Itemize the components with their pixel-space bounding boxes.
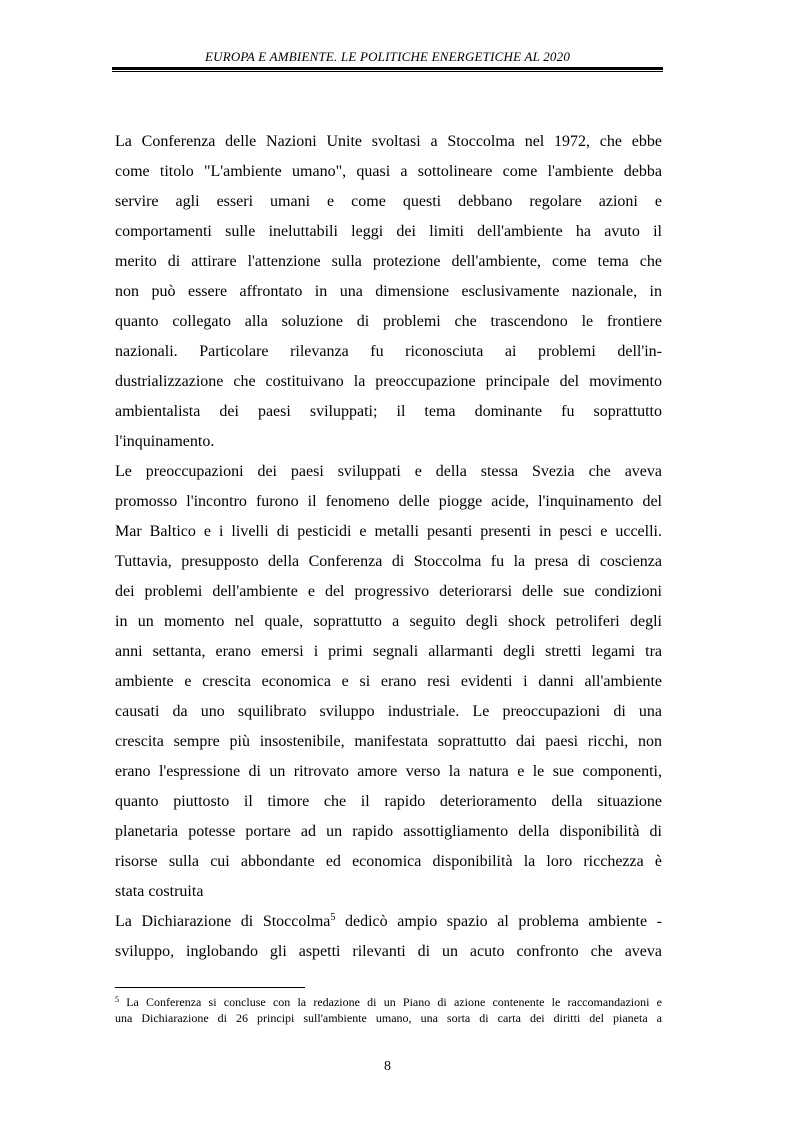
body-text (115, 127, 662, 967)
body-line: planetaria potesse portare ad un rapido assottigliamento della disponibilità di (115, 823, 662, 840)
body-line-text: La Dichiarazione di Stoccolma (115, 913, 331, 930)
body-line: promosso l'incontro furono il fenomeno delle piogge acide, l'inquinamento del (115, 493, 662, 510)
body-line: ambientalista dei paesi sviluppati; il tema dominante fu soprattutto (115, 403, 662, 420)
footnote (115, 994, 662, 1026)
body-line: Tuttavia, presupposto della Conferenza di Stoccolma fu la presa di coscienza (115, 553, 662, 570)
running-header: EUROPA E AMBIENTE. LE POLITICHE ENERGETICHE AL 2020 (204, 49, 571, 64)
footnote-text: La Conferenza si concluse con la redazione di un Piano di azione contenente le raccomandazioni e (119, 995, 662, 1009)
body-line: dustrializzazione che costituivano la preoccupazione principale del movimento (115, 373, 662, 390)
header-rule-thick (112, 67, 663, 70)
body-line: come titolo "L'ambiente umano", quasi a sottolineare come l'ambiente debba (115, 163, 662, 180)
body-line: erano l'espressione di un ritrovato amore verso la natura e le sue componenti, (115, 763, 662, 780)
body-line: dei problemi dell'ambiente e del progressivo deteriorarsi delle sue condizioni (115, 583, 662, 600)
body-line: in un momento nel quale, soprattutto a seguito degli shock petroliferi degli (115, 613, 662, 630)
body-line: crescita sempre più insostenibile, manifestata soprattutto dai paesi ricchi, non (115, 733, 662, 750)
footnote-line (115, 994, 662, 1010)
body-line-text: dedicò ampio spazio al problema ambiente - (335, 913, 662, 930)
page-number: 8 (384, 1059, 391, 1074)
body-line: causati da uno squilibrato sviluppo industriale. Le preoccupazioni di una (115, 703, 662, 720)
body-line: quanto piuttosto il timore che il rapido deterioramento della situazione (115, 793, 662, 810)
footnote-separator (115, 987, 305, 988)
footnote-line: una Dichiarazione di 26 principi sull'ambiente umano, una sorta di carta dei diritti del pianeta a (115, 1011, 662, 1025)
body-line: ambiente e crescita economica e si erano resi evidenti i danni all'ambiente (115, 673, 662, 690)
body-line: non può essere affrontato in una dimensione esclusivamente nazionale, in (115, 283, 662, 300)
body-line: Le preoccupazioni dei paesi sviluppati e della stessa Svezia che aveva (115, 463, 662, 480)
body-line: La Conferenza delle Nazioni Unite svoltasi a Stoccolma nel 1972, che ebbe (115, 133, 662, 150)
body-line: quanto collegato alla soluzione di problemi che trascendono le frontiere (115, 313, 662, 330)
body-line: anni settanta, erano emersi i primi segnali allarmanti degli stretti legami tra (115, 643, 662, 660)
body-line: nazionali. Particolare rilevanza fu riconosciuta ai problemi dell'in- (115, 343, 662, 360)
body-line: risorse sulla cui abbondante ed economica disponibilità la loro ricchezza è (115, 853, 662, 870)
header-rule-thin (112, 71, 663, 72)
body-line: merito di attirare l'attenzione sulla protezione dell'ambiente, come tema che (115, 253, 662, 270)
body-line: servire agli esseri umani e come questi debbano regolare azioni e (115, 193, 662, 210)
body-line: sviluppo, inglobando gli aspetti rilevanti di un acuto confronto che aveva (115, 943, 662, 960)
footnote-reference[interactable]: 5 (330, 912, 336, 923)
body-line: l'inquinamento. (115, 433, 215, 450)
body-line: comportamenti sulle ineluttabili leggi dei limiti dell'ambiente ha avuto il (115, 223, 662, 240)
body-line: Mar Baltico e i livelli di pesticidi e metalli pesanti presenti in pesci e uccelli. (115, 523, 662, 540)
body-line: stata costruita (115, 883, 204, 900)
body-line (115, 907, 662, 937)
footnote-marker: 5 (115, 995, 119, 1004)
